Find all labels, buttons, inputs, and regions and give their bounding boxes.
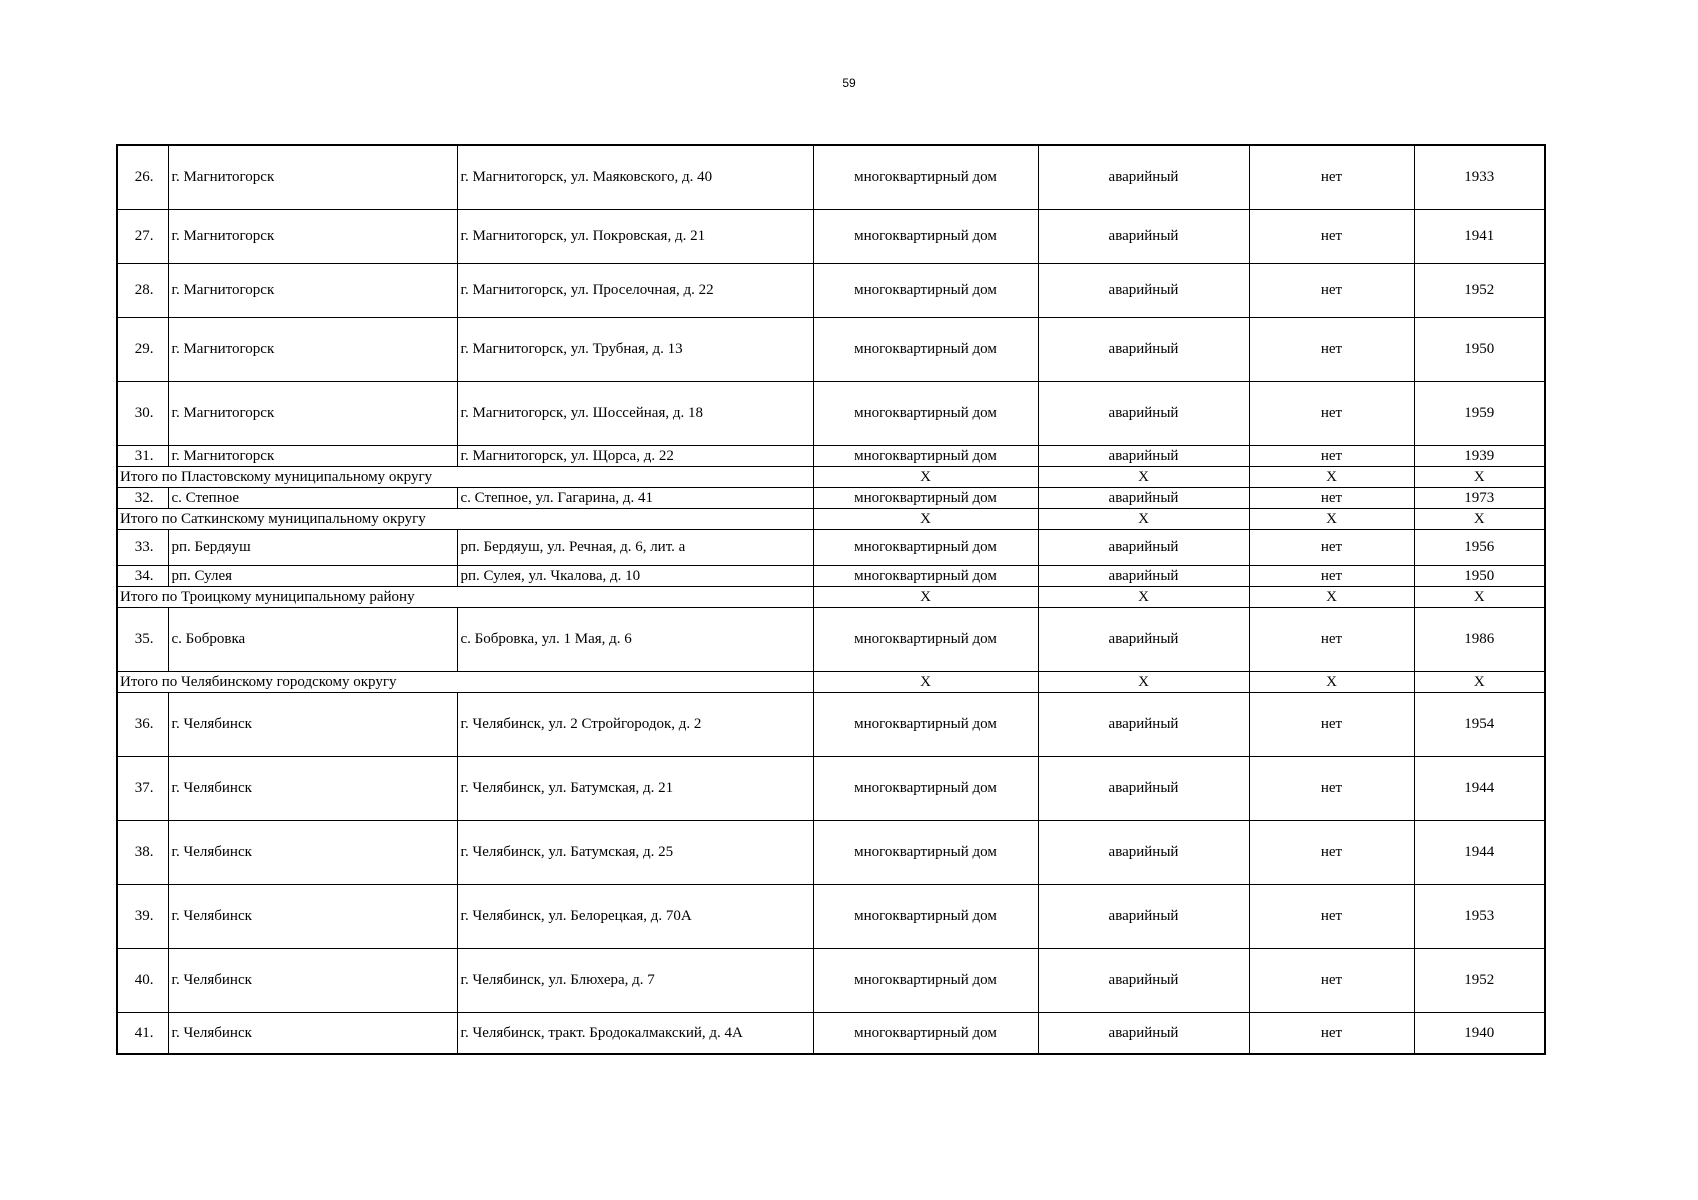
building-type-cell: многоквартирный дом <box>813 756 1038 820</box>
subtotal-mark: X <box>1414 508 1545 529</box>
year-cell: 1950 <box>1414 565 1545 586</box>
subtotal-mark: X <box>1249 586 1414 607</box>
subtotal-mark: X <box>813 586 1038 607</box>
table-row <box>117 820 1545 884</box>
building-type-cell: многоквартирный дом <box>813 948 1038 1012</box>
row-number: 27. <box>117 209 168 263</box>
flag-cell: нет <box>1249 607 1414 671</box>
address-cell: рп. Бердяуш, ул. Речная, д. 6, лит. а <box>457 529 813 565</box>
subtotal-row <box>117 671 1545 692</box>
row-number: 37. <box>117 756 168 820</box>
flag-cell: нет <box>1249 565 1414 586</box>
year-cell: 1939 <box>1414 445 1545 466</box>
table-row <box>117 565 1545 586</box>
address-cell: г. Магнитогорск, ул. Трубная, д. 13 <box>457 317 813 381</box>
subtotal-label: Итого по Саткинскому муниципальному округу <box>117 508 813 529</box>
subtotal-label: Итого по Пластовскому муниципальному округу <box>117 466 813 487</box>
subtotal-mark: X <box>813 671 1038 692</box>
condition-cell: аварийный <box>1038 820 1249 884</box>
row-number: 40. <box>117 948 168 1012</box>
address-cell: г. Магнитогорск, ул. Проселочная, д. 22 <box>457 263 813 317</box>
locality-cell: г. Магнитогорск <box>168 209 457 263</box>
year-cell: 1973 <box>1414 487 1545 508</box>
address-cell: с. Степное, ул. Гагарина, д. 41 <box>457 487 813 508</box>
condition-cell: аварийный <box>1038 565 1249 586</box>
subtotal-label: Итого по Троицкому муниципальному району <box>117 586 813 607</box>
subtotal-mark: X <box>1414 586 1545 607</box>
building-type-cell: многоквартирный дом <box>813 317 1038 381</box>
address-cell: г. Магнитогорск, ул. Щорса, д. 22 <box>457 445 813 466</box>
condition-cell: аварийный <box>1038 145 1249 209</box>
subtotal-mark: X <box>1249 508 1414 529</box>
year-cell: 1959 <box>1414 381 1545 445</box>
locality-cell: г. Челябинск <box>168 820 457 884</box>
row-number: 35. <box>117 607 168 671</box>
condition-cell: аварийный <box>1038 317 1249 381</box>
subtotal-mark: X <box>1038 508 1249 529</box>
flag-cell: нет <box>1249 820 1414 884</box>
housing-registry-table <box>116 144 1546 1055</box>
row-number: 29. <box>117 317 168 381</box>
page-number: 59 <box>842 76 856 90</box>
table-row <box>117 263 1545 317</box>
table-row <box>117 948 1545 1012</box>
flag-cell: нет <box>1249 529 1414 565</box>
row-number: 41. <box>117 1012 168 1054</box>
locality-cell: г. Челябинск <box>168 948 457 1012</box>
locality-cell: г. Магнитогорск <box>168 145 457 209</box>
condition-cell: аварийный <box>1038 209 1249 263</box>
locality-cell: г. Челябинск <box>168 1012 457 1054</box>
condition-cell: аварийный <box>1038 381 1249 445</box>
locality-cell: рп. Бердяуш <box>168 529 457 565</box>
locality-cell: г. Челябинск <box>168 692 457 756</box>
flag-cell: нет <box>1249 145 1414 209</box>
flag-cell: нет <box>1249 1012 1414 1054</box>
year-cell: 1933 <box>1414 145 1545 209</box>
subtotal-row <box>117 586 1545 607</box>
flag-cell: нет <box>1249 381 1414 445</box>
year-cell: 1952 <box>1414 263 1545 317</box>
table-row <box>117 487 1545 508</box>
subtotal-mark: X <box>1038 466 1249 487</box>
building-type-cell: многоквартирный дом <box>813 692 1038 756</box>
flag-cell: нет <box>1249 948 1414 1012</box>
locality-cell: г. Магнитогорск <box>168 317 457 381</box>
subtotal-mark: X <box>813 508 1038 529</box>
condition-cell: аварийный <box>1038 529 1249 565</box>
building-type-cell: многоквартирный дом <box>813 607 1038 671</box>
flag-cell: нет <box>1249 692 1414 756</box>
address-cell: г. Челябинск, ул. 2 Стройгородок, д. 2 <box>457 692 813 756</box>
row-number: 36. <box>117 692 168 756</box>
subtotal-mark: X <box>1414 466 1545 487</box>
address-cell: г. Магнитогорск, ул. Шоссейная, д. 18 <box>457 381 813 445</box>
address-cell: г. Челябинск, тракт. Бродокалмакский, д. 4А <box>457 1012 813 1054</box>
flag-cell: нет <box>1249 756 1414 820</box>
row-number: 30. <box>117 381 168 445</box>
table-row <box>117 445 1545 466</box>
year-cell: 1953 <box>1414 884 1545 948</box>
year-cell: 1944 <box>1414 756 1545 820</box>
address-cell: с. Бобровка, ул. 1 Мая, д. 6 <box>457 607 813 671</box>
locality-cell: г. Магнитогорск <box>168 445 457 466</box>
condition-cell: аварийный <box>1038 1012 1249 1054</box>
locality-cell: с. Бобровка <box>168 607 457 671</box>
subtotal-mark: X <box>1414 671 1545 692</box>
building-type-cell: многоквартирный дом <box>813 884 1038 948</box>
address-cell: г. Магнитогорск, ул. Маяковского, д. 40 <box>457 145 813 209</box>
condition-cell: аварийный <box>1038 692 1249 756</box>
year-cell: 1950 <box>1414 317 1545 381</box>
table-row <box>117 145 1545 209</box>
building-type-cell: многоквартирный дом <box>813 145 1038 209</box>
table-row <box>117 692 1545 756</box>
flag-cell: нет <box>1249 263 1414 317</box>
address-cell: рп. Сулея, ул. Чкалова, д. 10 <box>457 565 813 586</box>
flag-cell: нет <box>1249 487 1414 508</box>
building-type-cell: многоквартирный дом <box>813 1012 1038 1054</box>
locality-cell: г. Челябинск <box>168 884 457 948</box>
subtotal-row <box>117 466 1545 487</box>
building-type-cell: многоквартирный дом <box>813 487 1038 508</box>
address-cell: г. Челябинск, ул. Батумская, д. 21 <box>457 756 813 820</box>
flag-cell: нет <box>1249 317 1414 381</box>
flag-cell: нет <box>1249 884 1414 948</box>
row-number: 31. <box>117 445 168 466</box>
condition-cell: аварийный <box>1038 756 1249 820</box>
building-type-cell: многоквартирный дом <box>813 565 1038 586</box>
building-type-cell: многоквартирный дом <box>813 209 1038 263</box>
table-row <box>117 607 1545 671</box>
year-cell: 1941 <box>1414 209 1545 263</box>
table-row <box>117 884 1545 948</box>
condition-cell: аварийный <box>1038 445 1249 466</box>
condition-cell: аварийный <box>1038 263 1249 317</box>
locality-cell: рп. Сулея <box>168 565 457 586</box>
building-type-cell: многоквартирный дом <box>813 381 1038 445</box>
building-type-cell: многоквартирный дом <box>813 820 1038 884</box>
condition-cell: аварийный <box>1038 487 1249 508</box>
table-row <box>117 209 1545 263</box>
row-number: 39. <box>117 884 168 948</box>
subtotal-mark: X <box>813 466 1038 487</box>
subtotal-mark: X <box>1249 671 1414 692</box>
table-row <box>117 381 1545 445</box>
locality-cell: г. Магнитогорск <box>168 381 457 445</box>
year-cell: 1986 <box>1414 607 1545 671</box>
subtotal-mark: X <box>1038 586 1249 607</box>
year-cell: 1940 <box>1414 1012 1545 1054</box>
table-body <box>117 145 1545 1054</box>
table-row <box>117 317 1545 381</box>
building-type-cell: многоквартирный дом <box>813 445 1038 466</box>
table-row <box>117 529 1545 565</box>
subtotal-label: Итого по Челябинскому городскому округу <box>117 671 813 692</box>
subtotal-mark: X <box>1249 466 1414 487</box>
condition-cell: аварийный <box>1038 607 1249 671</box>
row-number: 26. <box>117 145 168 209</box>
address-cell: г. Челябинск, ул. Блюхера, д. 7 <box>457 948 813 1012</box>
table-row <box>117 756 1545 820</box>
locality-cell: с. Степное <box>168 487 457 508</box>
table-row <box>117 1012 1545 1054</box>
flag-cell: нет <box>1249 445 1414 466</box>
building-type-cell: многоквартирный дом <box>813 263 1038 317</box>
year-cell: 1952 <box>1414 948 1545 1012</box>
subtotal-mark: X <box>1038 671 1249 692</box>
row-number: 34. <box>117 565 168 586</box>
building-type-cell: многоквартирный дом <box>813 529 1038 565</box>
flag-cell: нет <box>1249 209 1414 263</box>
locality-cell: г. Магнитогорск <box>168 263 457 317</box>
year-cell: 1956 <box>1414 529 1545 565</box>
condition-cell: аварийный <box>1038 884 1249 948</box>
subtotal-row <box>117 508 1545 529</box>
locality-cell: г. Челябинск <box>168 756 457 820</box>
year-cell: 1944 <box>1414 820 1545 884</box>
year-cell: 1954 <box>1414 692 1545 756</box>
condition-cell: аварийный <box>1038 948 1249 1012</box>
row-number: 32. <box>117 487 168 508</box>
address-cell: г. Челябинск, ул. Батумская, д. 25 <box>457 820 813 884</box>
row-number: 28. <box>117 263 168 317</box>
row-number: 33. <box>117 529 168 565</box>
address-cell: г. Челябинск, ул. Белорецкая, д. 70А <box>457 884 813 948</box>
row-number: 38. <box>117 820 168 884</box>
address-cell: г. Магнитогорск, ул. Покровская, д. 21 <box>457 209 813 263</box>
